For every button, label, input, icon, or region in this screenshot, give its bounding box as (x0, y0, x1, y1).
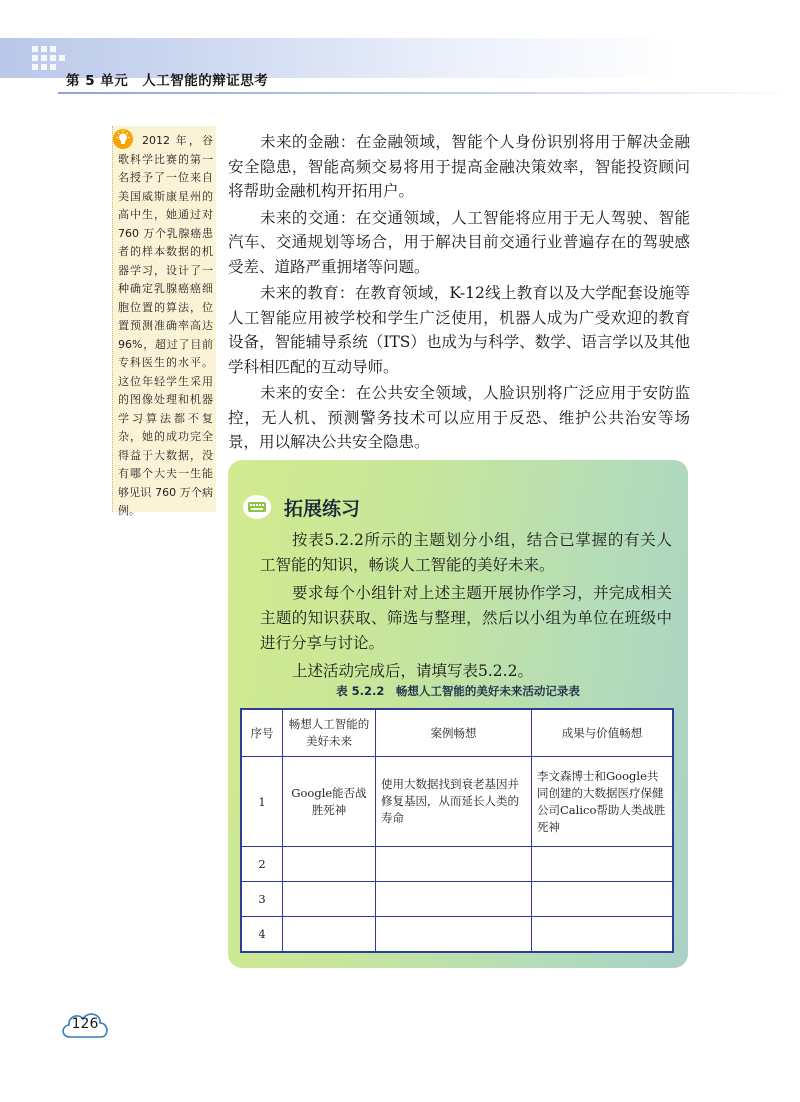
paragraph-education: 未来的教育：在教育领域，K-12线上教育以及大学配套设施等人工智能应用被学校和学生广泛使用，机器人成为广受欢迎的教育设备，智能辅导系统（ITS）也成为与科学、数学、语言学以及其他学科相匹配的互动导师。 (228, 284, 690, 376)
row-topic-cell[interactable] (283, 882, 376, 917)
row-case-cell[interactable] (376, 847, 532, 882)
header-index: 序号 (241, 709, 283, 757)
table-header-row (241, 709, 673, 757)
paragraph-finance: 未来的金融：在金融领域，智能个人身份识别将用于解决金融安全隐患，智能高频交易将用于提高金融决策效率，智能投资顾问将帮助金融机构开拓用户。 (228, 133, 690, 200)
row-case: 使用大数据找到衰老基因并修复基因，从而延长人类的寿命 (376, 757, 532, 847)
header-divider (58, 92, 800, 94)
row-outcome: 李文森博士和Google共同创建的大数据医疗保健公司Calico帮助人类战胜死神 (532, 757, 674, 847)
activity-record-table (240, 708, 674, 953)
row-outcome-cell[interactable] (532, 847, 674, 882)
main-text (228, 130, 690, 457)
keyboard-badge-icon (242, 494, 272, 520)
paragraph-security: 未来的安全：在公共安全领域，人脸识别将广泛应用于安防监控，无人机、预测警务技术可以应用于反恐、维护公共治安等场景，用以解决公共安全隐患。 (228, 384, 690, 451)
sidebar-note-text: 2012 年，谷歌科学比赛的第一名授予了一位来自美国威斯康星州的高中生，她通过对 760 万个乳腺癌患者的样本数据的机器学习，设计了一种确定乳腺癌癌细胞位置的算法，位置预测准确率高达 96%，超过了目前专科医生的水平。这位年轻学生采用的图像处理和机器学习算法都不复杂，她的成功完全得益于大数据，没有哪个大夫一生能够见识 760 万个病例。 (118, 134, 213, 517)
extension-paragraph: 上述活动完成后，请填写表5.2.2。 (292, 662, 533, 680)
page-number: 126 (71, 1016, 99, 1032)
row-topic: Google能否战胜死神 (283, 757, 376, 847)
row-index: 2 (241, 847, 283, 882)
table-row (241, 757, 673, 847)
paragraph-transport: 未来的交通：在交通领域，人工智能将应用于无人驾驶、智能汽车、交通规划等场合，用于解决目前交通行业普遍存在的驾驶感受差、道路严重拥堵等问题。 (228, 208, 690, 276)
row-case-cell[interactable] (376, 882, 532, 917)
header-case: 案例畅想 (376, 709, 532, 757)
extension-paragraph: 按表5.2.2所示的主题划分小组，结合已掌握的有关人工智能的知识，畅谈人工智能的美好未来。 (260, 531, 672, 574)
row-topic-cell[interactable] (283, 847, 376, 882)
table-row (241, 882, 673, 917)
row-index: 1 (241, 757, 283, 847)
sidebar-note (112, 126, 216, 517)
extension-title: 拓展练习 (284, 498, 361, 520)
row-outcome-cell[interactable] (532, 917, 674, 953)
header-outcome: 成果与价值畅想 (532, 709, 674, 757)
row-index: 4 (241, 917, 283, 953)
row-outcome-cell[interactable] (532, 882, 674, 917)
table-caption: 表 5.2.2 畅想人工智能的美好未来活动记录表 (336, 684, 580, 698)
row-case-cell[interactable] (376, 917, 532, 953)
row-index: 3 (241, 882, 283, 917)
unit-title: 第 5 单元 人工智能的辩证思考 (66, 73, 269, 89)
extension-text (260, 528, 672, 687)
row-topic-cell[interactable] (283, 917, 376, 953)
table-row (241, 847, 673, 882)
extension-paragraph: 要求每个小组针对上述主题开展协作学习，并完成相关主题的知识获取、筛选与整理，然后以小组为单位在班级中进行分享与讨论。 (260, 584, 672, 652)
header-topic: 畅想人工智能的美好未来 (283, 709, 376, 757)
lightbulb-icon (112, 128, 134, 150)
table-row (241, 917, 673, 953)
